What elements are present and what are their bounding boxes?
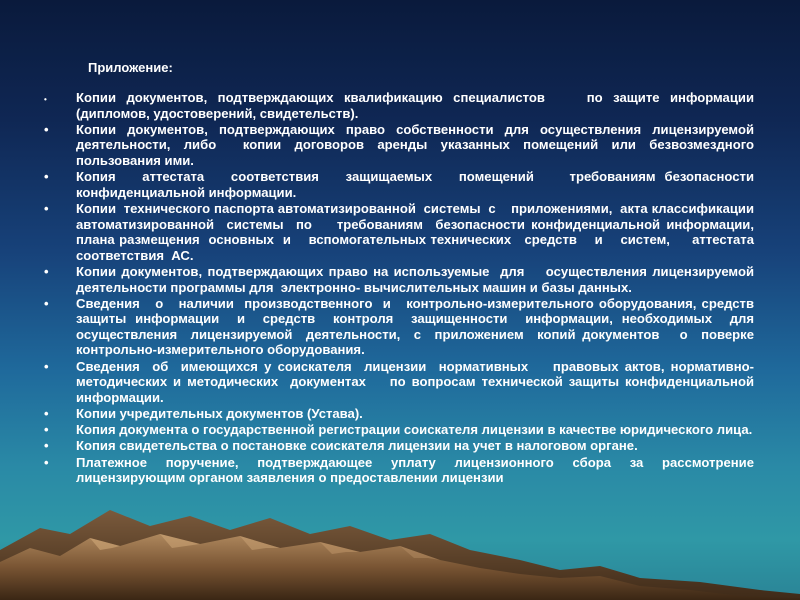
list-item-text: Копии документов, подтверждающих право на используемые для осуществления лицензируемой деятельности программы для электронно- вычислительных машин и базы данных. (76, 263, 758, 295)
bullet-icon: • (44, 406, 49, 422)
bullet-icon: • (44, 454, 49, 470)
list-item-text: Копия свидетельства о постановке соискателя лицензии на учет в налоговом органе. (76, 438, 638, 454)
bullet-icon: • (44, 438, 49, 454)
bullet-icon: • (44, 95, 47, 104)
bullet-icon: • (44, 121, 49, 137)
list-item-text: Копия аттестата соответствия защищаемых помещений требованиям безопасности конфиденциальной информации. (76, 169, 758, 200)
appendix-heading: Приложение: (88, 60, 173, 75)
list-item-text: Копии документов, подтверждающих право собственности для осуществления лицензируемой деятельности, либо копии договоров аренды указанных помещений или безвозмездного пользования ими. (76, 121, 769, 168)
list-item (44, 90, 758, 121)
appendix-list (44, 90, 769, 486)
list-item-text: Сведения о наличии производственного и контрольно-измерительного оборудования, средств защиты информации и средств контроля защищенности информации, необходимых для осуществления лицензируемой деятельности, с приложением копий документов о поверке контрольно-измерительного оборудования. (76, 295, 762, 358)
appendix-section (44, 60, 769, 486)
bullet-icon: • (44, 295, 49, 311)
bullet-icon: • (44, 358, 49, 374)
list-item (44, 200, 769, 263)
list-item-text: Копии документов, подтверждающих квалификацию специалистов по защите информации (дипломов, удостоверений, свидетельств). (76, 90, 758, 121)
list-item-text: Платежное поручение, подтверждающее уплату лицензионного сбора за рассмотрение лицензирующим органом заявления о предоставлении лицензии (76, 454, 758, 486)
list-item (44, 438, 754, 454)
bullet-icon: • (44, 263, 49, 279)
list-item-text: Копия документа о государственной регистрации соискателя лицензии в качестве юридического лица. (76, 422, 753, 438)
bullet-icon: • (44, 169, 49, 185)
list-item (44, 406, 754, 422)
list-item-text: Копии технического паспорта автоматизированной системы с приложениями, акта классификации автоматизированной системы по требованиям безопасности конфиденциальной информации, плана размещения основных и вспомогательных технических средств и систем, аттестата соответствия АС. (76, 200, 769, 263)
list-item (44, 121, 769, 169)
mountain-landscape-image (0, 490, 800, 600)
list-item (44, 169, 758, 200)
list-item-text: Копии учредительных документов (Устава). (76, 406, 363, 422)
list-item (44, 422, 754, 438)
list-item (44, 454, 758, 486)
bullet-icon: • (44, 200, 49, 216)
list-item (44, 358, 758, 406)
list-item-text: Сведения об имеющихся у соискателя лицензии нормативных правовых актов, нормативно-методических и методических документах по вопросам технической защиты конфиденциальной информации. (76, 358, 758, 405)
list-item (44, 263, 758, 295)
list-item (44, 295, 762, 358)
bullet-icon: • (44, 422, 49, 438)
